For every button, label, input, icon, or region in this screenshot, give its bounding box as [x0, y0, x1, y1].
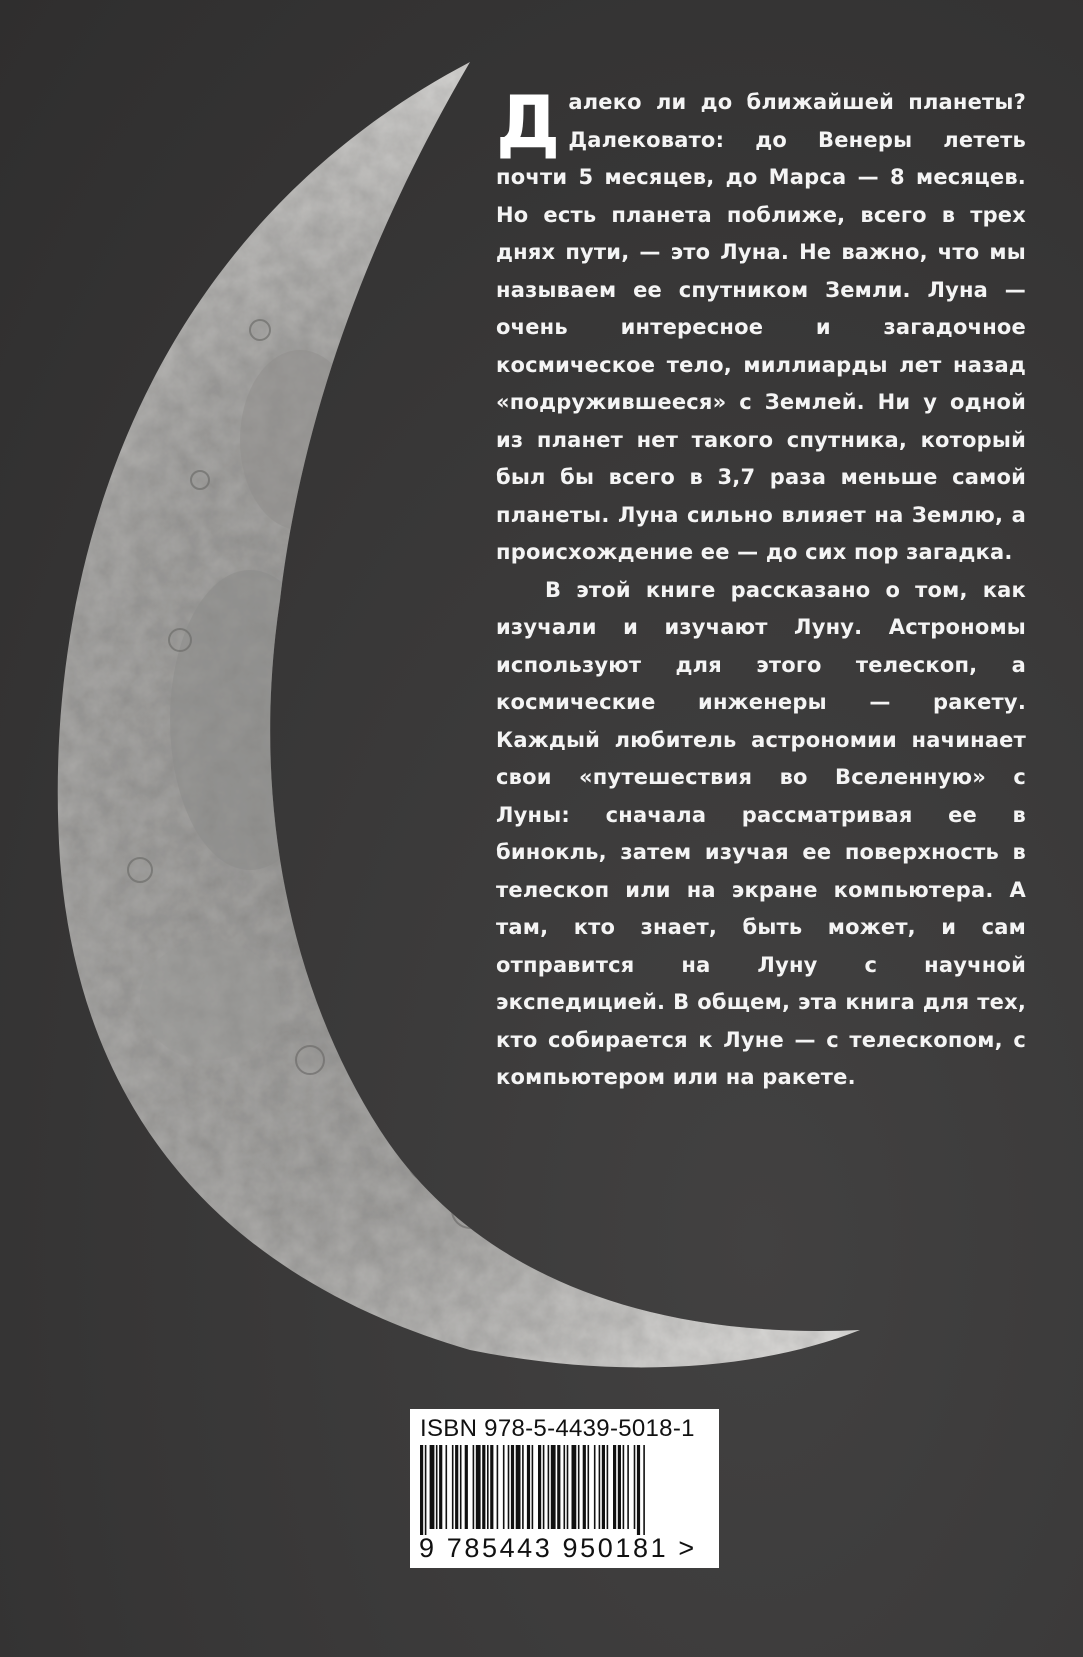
barcode-bar — [634, 1445, 636, 1529]
barcode-bar — [527, 1445, 530, 1529]
barcode-bar — [446, 1445, 448, 1529]
barcode-bar — [551, 1445, 556, 1529]
barcode-bar — [583, 1445, 586, 1529]
drop-cap-letter: Д — [496, 80, 561, 164]
barcode-bar — [557, 1445, 560, 1529]
barcode-bar — [482, 1445, 485, 1529]
barcode-bar — [455, 1445, 458, 1529]
barcode-bar — [420, 1445, 423, 1535]
barcode-bar — [439, 1445, 442, 1529]
barcode-bar — [594, 1445, 596, 1529]
barcode-bar — [578, 1445, 580, 1529]
barcode-bar — [497, 1445, 499, 1529]
barcode-bar — [538, 1445, 541, 1529]
barcode-bar — [613, 1445, 616, 1529]
barcode-bar — [572, 1445, 577, 1529]
barcode-bar — [522, 1445, 524, 1529]
isbn-label: ISBN 978-5-4439-5018-1 — [420, 1415, 695, 1442]
barcode-bar — [588, 1445, 590, 1529]
barcode-bar — [627, 1445, 629, 1529]
barcode-bar — [548, 1445, 550, 1529]
blurb-paragraph-1-text: алеко ли до ближайшей планеты? Далековато: до Венеры лететь почти 5 месяцев, до Марса — 8 месяцев. Но есть планета поближе, всего в трех днях пути, — это Луна. Не важно, что мы называем ее спутником Земли. Луна — очень интересное и загадочное космическое тело, миллиарды лет назад «подружившееся» с Землей. Ни у одной из планет нет такого спутника, который был бы всего в 3,7 раза меньше самой планеты. Луна сильно влияет на Землю, а происхождение ее — до сих пор загадка. — [496, 90, 1026, 564]
barcode-bar — [643, 1445, 645, 1535]
barcode-bar — [487, 1445, 489, 1529]
barcode-bar — [516, 1445, 521, 1529]
barcode-bar — [623, 1445, 625, 1529]
blurb-paragraph-2: В этой книге рассказано о том, как изучали и изучают Луну. Астрономы используют для этого телескоп, а космические инженеры — ракету. Каждый любитель астрономии начинает свои «путешествия во Вселенную» с Луны: сначала рассматривая ее в бинокль, затем изучая ее поверхность в телескоп или на экране компьютера. А там, кто знает, быть может, и сам отправится на Луну с научной экспедицией. В общем, эта книга для тех, кто собирается к Луне — с телескопом, с компьютером или на ракете. — [496, 577, 1026, 1089]
barcode-bar — [425, 1445, 427, 1535]
back-cover-blurb — [496, 80, 1026, 1097]
barcode-bar — [564, 1445, 566, 1529]
barcode-digits: 9 785443 950181 > — [419, 1533, 697, 1563]
barcode-bar — [511, 1445, 514, 1529]
barcode-bar — [602, 1445, 605, 1529]
barcode-bar — [567, 1445, 569, 1529]
barcode-bar — [599, 1445, 601, 1529]
barcode-bar — [503, 1445, 505, 1529]
barcode-bar — [543, 1445, 545, 1529]
barcode-bar — [618, 1445, 621, 1529]
barcode-bar — [452, 1445, 454, 1529]
barcode-bar — [607, 1445, 609, 1529]
barcode-bar — [436, 1445, 438, 1529]
isbn-barcode-panel — [410, 1409, 719, 1568]
barcode-bars — [416, 1445, 713, 1535]
barcode-bar — [637, 1445, 640, 1535]
barcode-bar — [465, 1445, 468, 1529]
barcode-bar — [460, 1445, 462, 1529]
barcode-bar — [508, 1445, 510, 1529]
barcode-bar — [476, 1445, 481, 1529]
blurb-paragraph-1 — [496, 80, 1026, 572]
barcode-bar — [430, 1445, 435, 1529]
barcode-bar — [490, 1445, 493, 1529]
barcode-bar — [532, 1445, 534, 1529]
barcode-bar — [473, 1445, 475, 1529]
